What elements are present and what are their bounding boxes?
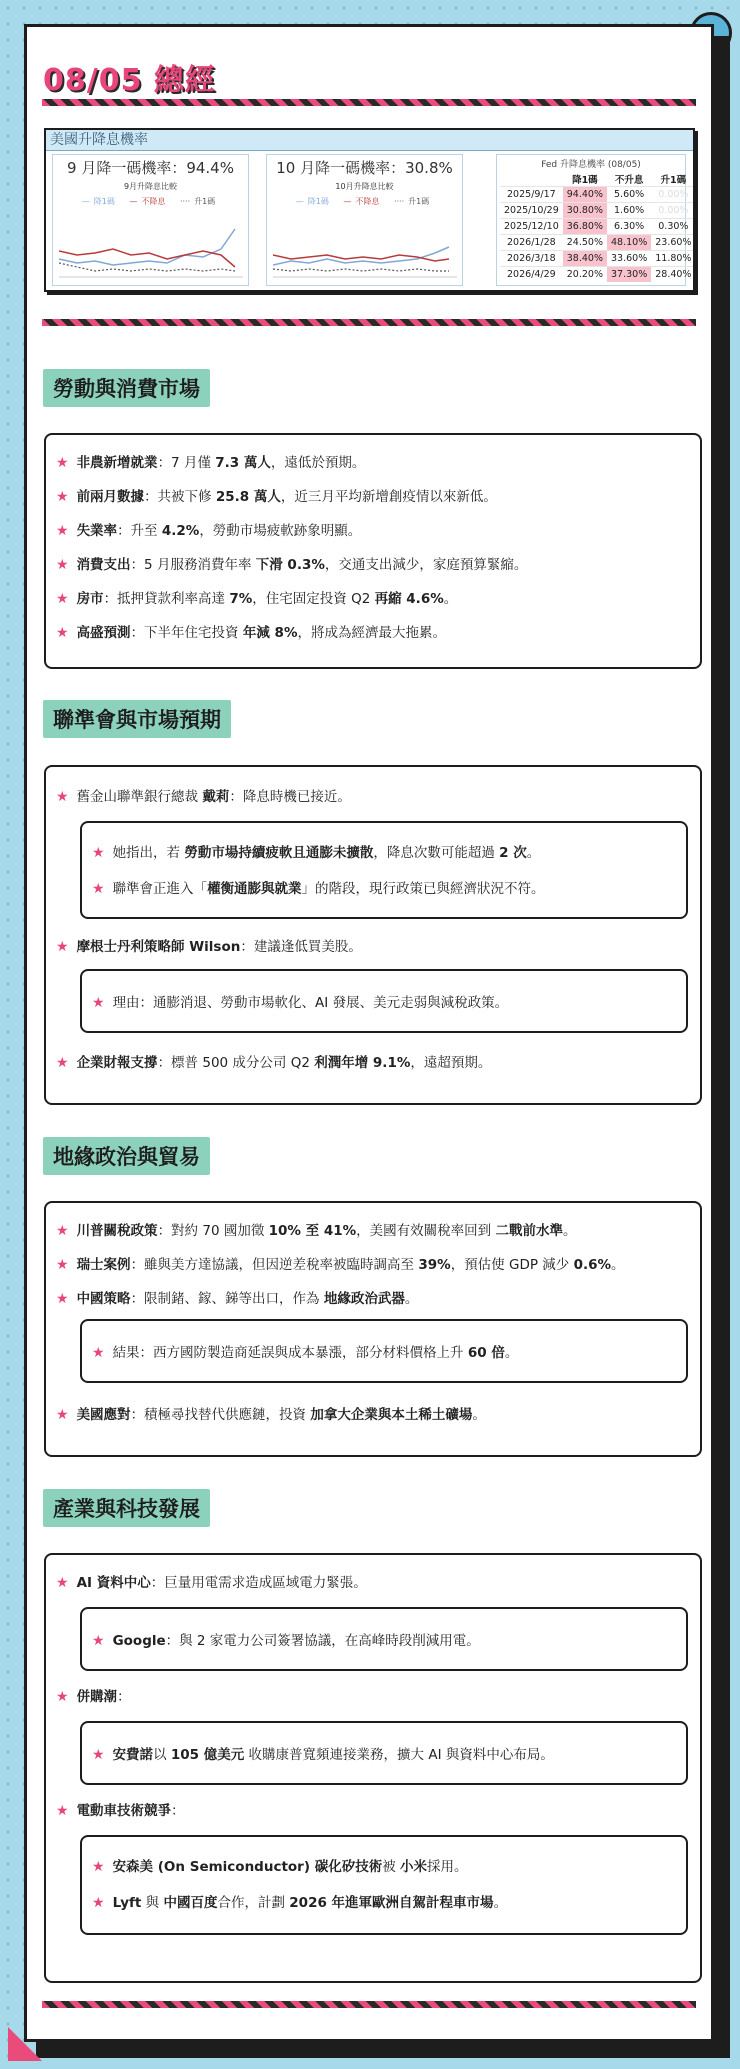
fed-panel-header: 美國升降息機率 (46, 130, 693, 151)
oct-chart-legend: — 降1碼 — 不降息 ···· 升1碼 (295, 197, 430, 206)
value-cell: 23.60% (651, 235, 695, 251)
list-item: ★ 失業率：升至 4.2%，勞動市場疲軟跡象明顯。 (56, 523, 362, 539)
section-title-geo: 地緣政治與貿易 (43, 1137, 210, 1175)
list-item: ★ 結果：西方國防製造商延誤與成本暴漲，部分材料價格上升 60 倍。 (92, 1345, 519, 1361)
table-row (500, 203, 695, 219)
star-icon: ★ (56, 1689, 69, 1705)
date-cell: 2026/4/29 (500, 267, 563, 283)
star-icon: ★ (56, 489, 69, 505)
legend-cut: 降1碼 (93, 197, 115, 206)
fed-rate-panel (44, 128, 695, 292)
value-cell: 11.80% (651, 251, 695, 267)
star-icon: ★ (56, 1291, 69, 1307)
value-cell: 20.20% (563, 267, 607, 283)
value-cell: 36.80% (563, 219, 607, 235)
value-cell: 48.10% (607, 235, 651, 251)
star-icon: ★ (56, 523, 69, 539)
date-cell: 2025/10/29 (500, 203, 563, 219)
star-icon: ★ (56, 625, 69, 641)
star-icon: ★ (92, 1859, 105, 1875)
sep-card-title: 9 月降一碼機率：94.4% (67, 159, 234, 177)
date-cell: 2026/3/18 (500, 251, 563, 267)
list-item: ★ 美國應對：積極尋找替代供應鏈，投資 加拿大企業與本土稀土礦場。 (56, 1407, 486, 1423)
table-row (500, 219, 695, 235)
page-title: 08/05 總經 (43, 63, 216, 98)
value-cell: 28.40% (651, 267, 695, 283)
table-header-row (500, 171, 695, 187)
table-header: 升1碼 (660, 174, 687, 186)
sub-card (80, 1721, 688, 1785)
star-icon: ★ (56, 789, 69, 805)
oct-mini-chart (273, 225, 457, 281)
labor-card (44, 433, 702, 669)
oct-card-title: 10 月降一碼機率：30.8% (276, 159, 453, 177)
star-icon: ★ (92, 1633, 105, 1649)
divider-stripe-mid (42, 319, 696, 326)
star-icon: ★ (56, 1575, 69, 1591)
sep-probability-card (52, 154, 249, 286)
sub-card (80, 1835, 688, 1935)
list-item: ★ 摩根士丹利策略師 Wilson：建議逢低買美股。 (56, 939, 362, 955)
list-item: ★ 前兩月數據：共被下修 25.8 萬人，近三月平均新增創疫情以來新低。 (56, 489, 497, 505)
list-item: ★ 房市：抵押貸款利率高達 7%，住宅固定投資 Q2 再縮 4.6%。 (56, 591, 458, 607)
value-cell: 0.30% (651, 219, 695, 235)
list-item: ★ 聯準會正進入「權衡通膨與就業」的階段，現行政策已與經濟狀況不符。 (92, 881, 545, 897)
list-item: ★ 高盛預測：下半年住宅投資 年減 8%，將成為經濟最大拖累。 (56, 625, 446, 641)
fed-probability-table (496, 154, 692, 286)
table-row (500, 251, 695, 267)
value-cell: 33.60% (607, 251, 651, 267)
list-item: ★ 非農新增就業：7 月僅 7.3 萬人，遠低於預期。 (56, 455, 366, 471)
list-item: ★ AI 資料中心：巨量用電需求造成區域電力緊張。 (56, 1575, 367, 1591)
star-icon: ★ (56, 1223, 69, 1239)
list-item: ★ 瑞士案例：雖與美方達協議，但因逆差稅率被臨時調高至 39%，預估使 GDP 減少 0.6%。 (56, 1257, 625, 1273)
list-item: ★ Google：與 2 家電力公司簽署協議，在高峰時段削減用電。 (92, 1633, 480, 1649)
star-icon: ★ (92, 845, 105, 861)
table-row (500, 187, 695, 203)
corner-triangle-decoration (8, 2027, 42, 2061)
star-icon: ★ (56, 1257, 69, 1273)
section-title-tech: 產業與科技發展 (43, 1489, 210, 1527)
list-item: ★ 企業財報支撐：標普 500 成分公司 Q2 利潤年增 9.1%，遠超預期。 (56, 1055, 492, 1071)
legend-hold: 不降息 (355, 197, 380, 206)
star-icon: ★ (92, 881, 105, 897)
table-title: Fed 升降息機率 (08/05) (541, 160, 641, 170)
list-item: ★ 電動車技術競爭： (56, 1803, 185, 1819)
fed-card (44, 765, 702, 1105)
table-row (500, 235, 695, 251)
sub-card (80, 1607, 688, 1671)
sub-card (80, 821, 688, 919)
value-cell: 24.50% (563, 235, 607, 251)
star-icon: ★ (92, 1895, 105, 1911)
divider-stripe-top (42, 99, 696, 106)
value-cell: 0.00% (651, 203, 695, 219)
date-cell: 2026/1/28 (500, 235, 563, 251)
star-icon: ★ (56, 455, 69, 471)
star-icon: ★ (92, 995, 105, 1011)
oct-probability-card (266, 154, 463, 286)
date-cell: 2025/12/10 (500, 219, 563, 235)
table-header: 降1碼 (572, 174, 598, 186)
list-item: ★ 安費諾以 105 億美元 收購康普寬頻連接業務，擴大 AI 與資料中心布局。 (92, 1747, 554, 1763)
list-item: ★ Lyft 與 中國百度合作，計劃 2026 年進軍歐洲自駕計程車市場。 (92, 1895, 508, 1911)
value-cell: 0.00% (651, 187, 695, 203)
list-item: ★ 舊金山聯準銀行總裁 戴莉：降息時機已接近。 (56, 789, 351, 805)
oct-card-subtitle: 10月升降息比較 (335, 182, 394, 191)
star-icon: ★ (56, 591, 69, 607)
sep-card-subtitle: 9月升降息比較 (123, 182, 178, 191)
sep-mini-chart (59, 225, 243, 281)
star-icon: ★ (56, 1803, 69, 1819)
star-icon: ★ (56, 939, 69, 955)
section-title-fed: 聯準會與市場預期 (43, 700, 231, 738)
divider-stripe-bottom (42, 2001, 696, 2008)
page (24, 24, 714, 2042)
legend-hike: 升1碼 (408, 197, 430, 206)
sep-chart-legend: — 降1碼 — 不降息 ···· 升1碼 (81, 197, 216, 206)
geo-card (44, 1201, 702, 1457)
star-icon: ★ (56, 1407, 69, 1423)
list-item: ★ 中國策略：限制鍺、鎵、銻等出口，作為 地緣政治武器。 (56, 1291, 419, 1307)
value-cell: 37.30% (607, 267, 651, 283)
legend-hike: 升1碼 (194, 197, 216, 206)
value-cell: 30.80% (563, 203, 607, 219)
value-cell: 5.60% (607, 187, 651, 203)
value-cell: 94.40% (563, 187, 607, 203)
star-icon: ★ (92, 1747, 105, 1763)
value-cell: 38.40% (563, 251, 607, 267)
legend-cut: 降1碼 (307, 197, 329, 206)
list-item: ★ 她指出，若 勞動市場持續疲軟且通膨未擴散，降息次數可能超過 2 次。 (92, 845, 541, 861)
value-cell: 6.30% (607, 219, 651, 235)
date-cell: 2025/9/17 (500, 187, 563, 203)
tech-card (44, 1553, 702, 1983)
table-header: 不升息 (614, 174, 644, 186)
legend-hold: 不降息 (141, 197, 166, 206)
table-header (500, 171, 563, 187)
list-item: ★ 消費支出：5 月服務消費年率 下滑 0.3%，交通支出減少，家庭預算緊縮。 (56, 557, 528, 573)
star-icon: ★ (56, 1055, 69, 1071)
sub-card (80, 969, 688, 1033)
star-icon: ★ (56, 557, 69, 573)
value-cell: 1.60% (607, 203, 651, 219)
list-item: ★ 理由：通膨消退、勞動市場軟化、AI 發展、美元走弱與減稅政策。 (92, 995, 509, 1011)
section-title-labor: 勞動與消費市場 (43, 369, 210, 407)
star-icon: ★ (92, 1345, 105, 1361)
list-item: ★ 川普關稅政策：對約 70 國加徵 10% 至 41%，美國有效關稅率回到 二戰前水準。 (56, 1223, 577, 1239)
sub-card (80, 1319, 688, 1383)
list-item: ★ 併購潮： (56, 1689, 131, 1705)
list-item: ★ 安森美 (On Semiconductor) 碳化矽技術被 小米採用。 (92, 1859, 468, 1875)
table-row (500, 267, 695, 283)
